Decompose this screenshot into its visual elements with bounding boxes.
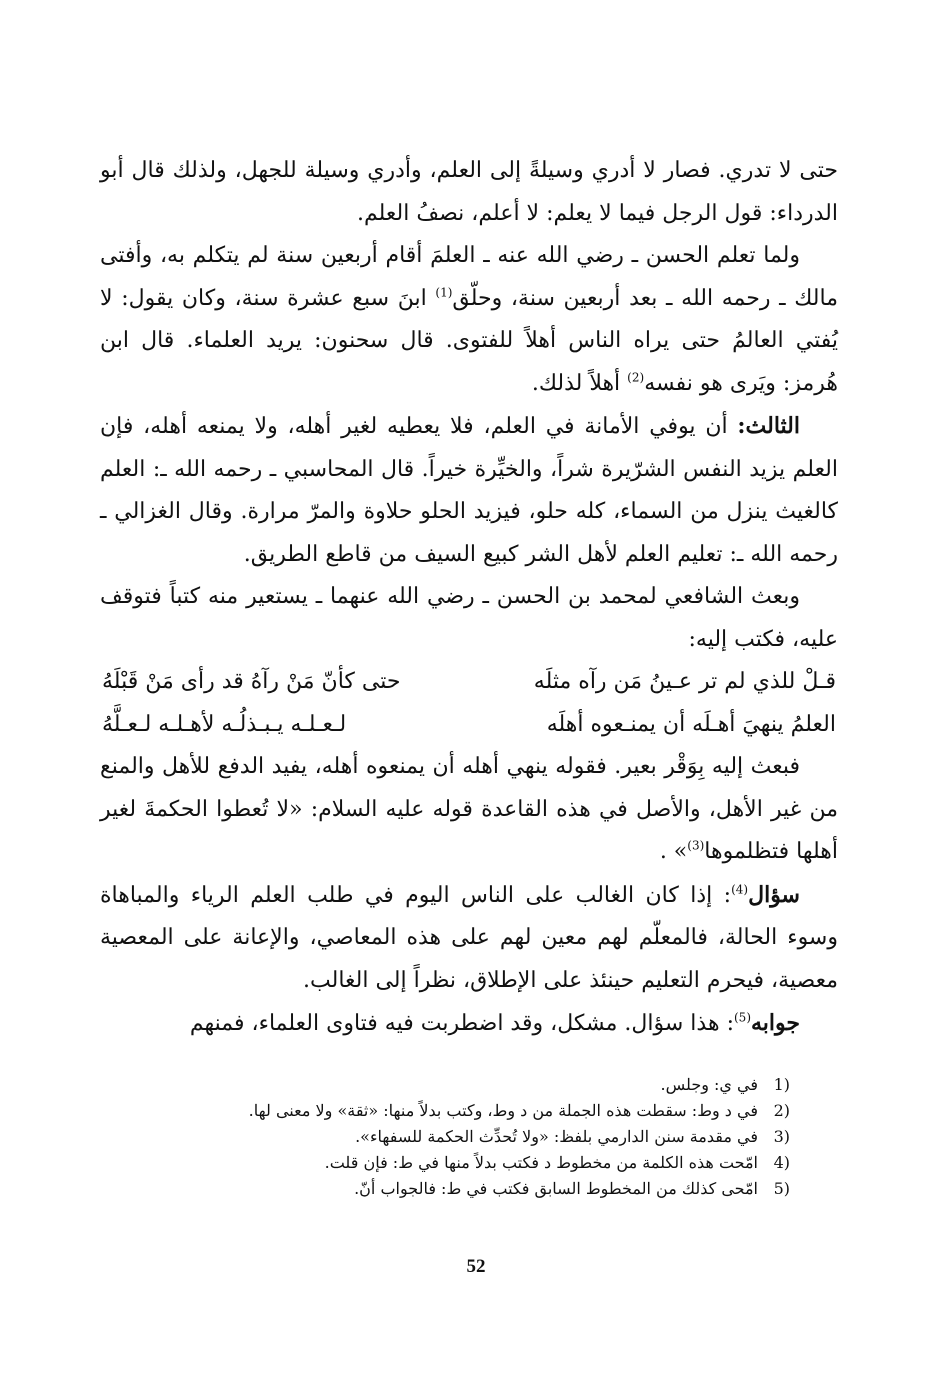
paragraph-6-text: : إذا كان الغالب على الناس اليوم في طلب العلم الرياء والمباهاة وسوء الحالة، فالمعلّم لهم معين لهم على هذه المعاصي، والإعانة على المعصية معصية، فيحرم التعليم حينئذ على الإطلاق، نظراً إلى الغالب. bbox=[100, 882, 838, 993]
footnote-number: 5) bbox=[773, 1179, 790, 1198]
main-text bbox=[100, 150, 838, 1046]
poem bbox=[100, 661, 838, 746]
paragraph-2-text-a: ولما تعلم الحسن ـ رضي الله عنه ـ العلمَ أقام أربعين سنة لم يتكلم به، وأفتى مالك ـ رحمه الله ـ بعد أربعين سنة، وحلّق bbox=[100, 243, 838, 311]
paragraph-1 bbox=[100, 150, 838, 235]
footnote-item bbox=[150, 1176, 790, 1202]
paragraph-6 bbox=[100, 874, 838, 1003]
footnotes bbox=[150, 1072, 790, 1202]
verse-2-first-hemistich: العلمُ ينهيَ أهـلَه أن يمنـعوه أهلَه bbox=[546, 711, 836, 737]
verse-1-first-hemistich: قـلْ للذي لم تر عـينُ مَن رآه مثلَه bbox=[533, 669, 836, 694]
paragraph-7-text: : هذا سؤال. مشكل، وقد اضطربت فيه فتاوى العلماء، فمنهم bbox=[189, 1011, 734, 1036]
footnote-number: 3) bbox=[773, 1127, 790, 1146]
footnote-text: في مقدمة سنن الدارمي بلفظ: «ولا تُحدِّث الحكمة للسفهاء». bbox=[355, 1127, 758, 1146]
paragraph-3-text: أن يوفي الأمانة في العلم، فلا يعطيه لغير أهله، ولا يمنعه أهله، فإن العلم يزيد النفس الشرّيرة شراً، والخيِّرة خيراً. قال المحاسبي ـ رحمه الله ـ: العلم كالغيث ينزل من السماء، كله حلو، فيزيد الحلو حلاوة والمرّ مرارة. وقال الغزالي ـ رحمه الله ـ: تعليم العلم لأهل الشر كبيع السيف من قاطع الطريق. bbox=[100, 414, 838, 567]
footnote-text: امّحى كذلك من المخطوط السابق فكتب في ط: فالجواب أنّ. bbox=[354, 1179, 758, 1198]
verse-line bbox=[100, 661, 838, 704]
verse-line bbox=[100, 704, 838, 747]
footnote-item bbox=[150, 1150, 790, 1176]
footnote-ref-3[interactable]: (3) bbox=[687, 838, 705, 853]
footnote-ref-5[interactable]: (5) bbox=[733, 1010, 751, 1025]
footnote-item bbox=[150, 1072, 790, 1098]
section-heading-third: الثالث: bbox=[737, 413, 800, 439]
answer-heading: جوابه bbox=[751, 1010, 800, 1036]
footnote-number: 1) bbox=[773, 1075, 790, 1094]
paragraph-2-text-c: أهلاً لذلك. bbox=[531, 370, 628, 396]
paragraph-5-text-end: » . bbox=[659, 839, 688, 864]
verse-1-second-hemistich: حتى كأنّ مَنْ رآهُ قد رأى مَنْ قَبْلَهُ bbox=[102, 669, 401, 694]
footnote-text: في د وط: سقطت هذه الجملة من د وط، وكتب بدلاً منها: «ثقة» ولا معنى لها. bbox=[248, 1101, 758, 1120]
footnote-number: 4) bbox=[773, 1153, 790, 1172]
question-heading: سؤال bbox=[748, 881, 800, 908]
footnote-ref-2[interactable]: (2) bbox=[627, 370, 645, 385]
footnote-ref-4[interactable]: (4) bbox=[731, 882, 749, 897]
footnote-item bbox=[150, 1098, 790, 1124]
footnote-text: امّحت هذه الكلمة من مخطوط د فكتب بدلاً منها في ط: فإن قلت. bbox=[324, 1153, 758, 1172]
paragraph-2 bbox=[100, 235, 838, 405]
verse-2-second-hemistich: لـعـلـه يـبـذلُـه لأهـلـه لـعـلَّهُ bbox=[102, 711, 347, 737]
page-number: 52 bbox=[466, 1256, 486, 1277]
paragraph-2-text-b: ابنَ سبع عشرة سنة، وكان يقول: لا يُفتي العالمُ حتى يراه الناس أهلاً للفتوى. قال سحنون: يريد العلماء. قال ابن هُرمز: ويَرى هو نفسه bbox=[100, 285, 838, 396]
paragraph-4-text: وبعث الشافعي لمحمد بن الحسن ـ رضي الله عنهما ـ يستعير منه كتباً فتوقف عليه، فكتب إليه: bbox=[100, 584, 838, 652]
paragraph-5-text: فبعث إليه بِوَقْر بعير. فقوله ينهي أهله أن يمنعوه أهله، يفيد الدفع للأهل والمنع من غير الأهل، والأصل في هذه القاعدة قوله عليه السلام: «لا تُعطوا الحكمةَ لغير أهلها فتظلموها bbox=[100, 754, 838, 864]
footnote-item bbox=[150, 1124, 790, 1150]
paragraph-1-text: حتى لا تدري. فصار لا أدري وسيلةً إلى العلم، وأدري وسيلة للجهل، ولذلك قال أبو الدرداء: قول الرجل فيما لا يعلم: لا أعلم، نصفُ العلم. bbox=[100, 158, 838, 226]
paragraph-4 bbox=[100, 576, 838, 661]
paragraph-3 bbox=[100, 405, 838, 576]
footnote-number: 2) bbox=[773, 1101, 790, 1120]
paragraph-5 bbox=[100, 746, 838, 874]
paragraph-7 bbox=[100, 1002, 838, 1046]
footnote-text: في ي: وجلس. bbox=[660, 1075, 758, 1094]
footnote-ref-1[interactable]: (1) bbox=[435, 285, 453, 300]
